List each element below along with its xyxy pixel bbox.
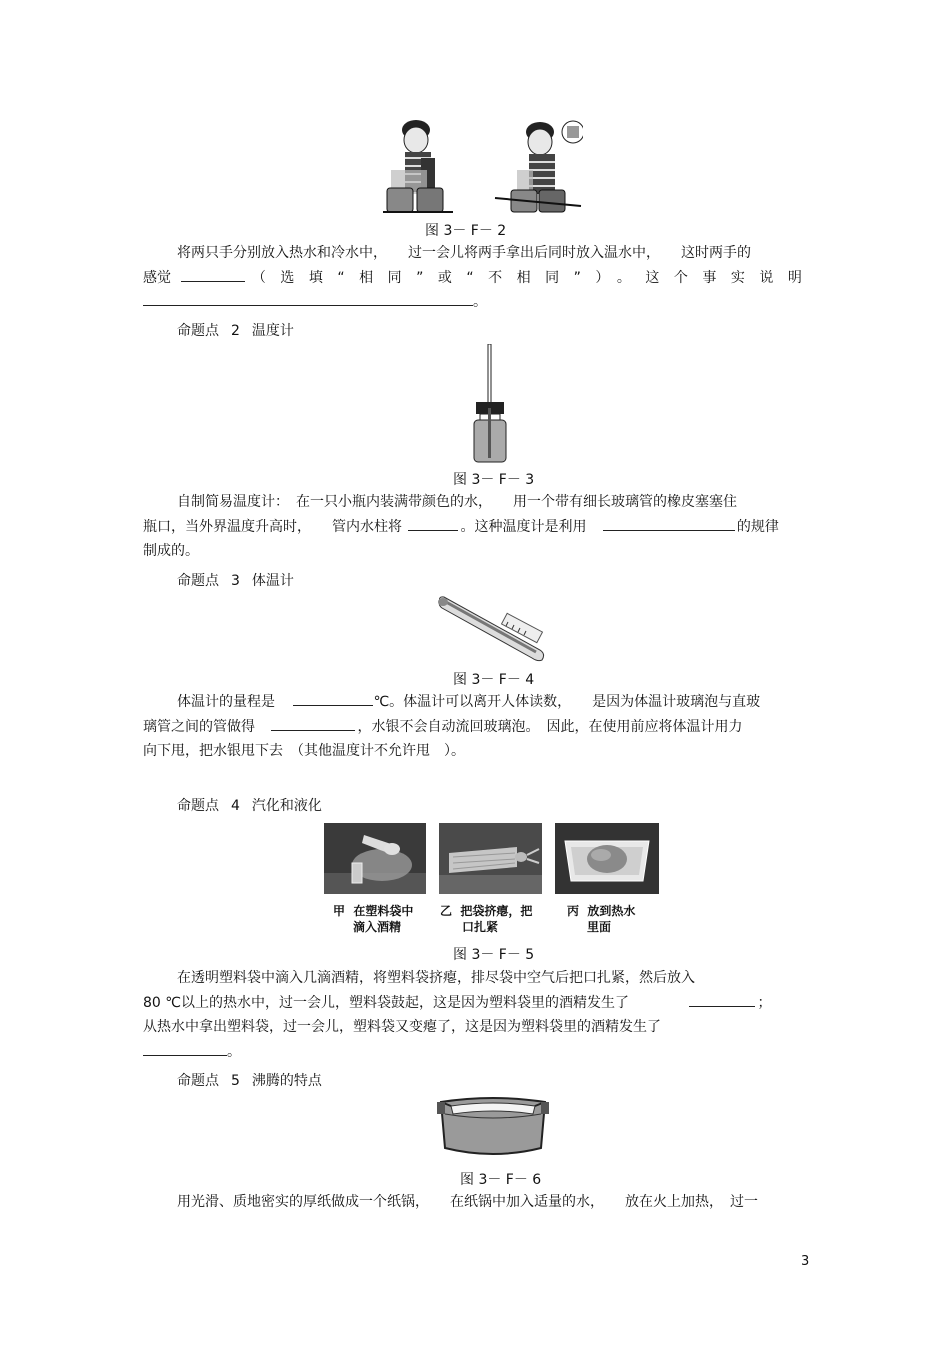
photo-text: 放到热水 [587, 904, 636, 918]
section-heading-5 [177, 1070, 322, 1090]
heading-label: 命题点 [177, 323, 219, 339]
text-fragment: （选填“相同”或“不相同”）。这个事实说明 [251, 269, 817, 286]
page-number: 3 [801, 1254, 810, 1269]
text-fragment: 。 [473, 294, 487, 310]
text-line: 在透明塑料袋中滴入几滴酒精，将塑料袋挤瘪，排尽袋中空气后把口扎紧，然后放入 [177, 970, 695, 986]
figure-3-f-2-hands-in-water [383, 118, 583, 218]
photo-text: 口扎紧 [462, 920, 499, 934]
photo-caption-yi [440, 903, 532, 935]
photo-text: 滴入酒精 [353, 920, 402, 934]
heading-number: 5 [231, 1073, 240, 1089]
figure-caption-3-f-5: 图 3－ F－ 5 [453, 947, 535, 963]
text-line: 从热水中拿出塑料袋，过一会儿，塑料袋又变瘪了，这是因为塑料袋里的酒精发生了 [143, 1019, 661, 1035]
text-fragment: 体温计的量程是 [177, 694, 275, 710]
photo-label: 乙 [440, 904, 453, 918]
text-line [143, 290, 805, 315]
text-line: 用光滑、质地密实的厚纸做成一个纸锅， 在纸锅中加入适量的水， 放在火上加热， 过一 [177, 1194, 758, 1210]
text-fragment: 璃管之间的管做得 [143, 718, 255, 735]
heading-title: 温度计 [251, 323, 294, 339]
figure-caption-3-f-2: 图 3－ F－ 2 [425, 223, 507, 239]
text-line [143, 266, 817, 291]
photo-bing-hot-water [555, 823, 659, 894]
text-line [143, 515, 805, 540]
figure-3-f-4-clinical-thermometer [436, 592, 548, 664]
text-fragment: ℃。体温计可以离开人体读数， 是因为体温计玻璃泡与直玻 [373, 694, 761, 710]
text-fragment: 。 [227, 1043, 241, 1060]
answer-blank [271, 716, 355, 731]
text-line [143, 991, 805, 1016]
section-heading-4 [177, 795, 322, 815]
answer-blank [408, 516, 458, 531]
heading-title: 体温计 [251, 573, 294, 589]
photo-jia-drop-alcohol [324, 823, 426, 894]
photo-label: 甲 [333, 904, 346, 918]
heading-title: 沸腾的特点 [251, 1073, 322, 1089]
answer-blank [603, 516, 735, 531]
heading-label: 命题点 [177, 1073, 219, 1089]
text-fragment: 。这种温度计是利用 [460, 518, 587, 535]
paragraph-bottle-thermometer [143, 490, 805, 564]
boy-right [495, 121, 583, 212]
figure-3-f-3-bottle-thermometer [466, 344, 516, 466]
section-heading-2 [177, 320, 294, 340]
boy-left [383, 120, 453, 212]
text-fragment: 感觉 [143, 269, 171, 286]
answer-blank [143, 291, 473, 306]
photo-caption-jia [333, 903, 413, 935]
text-line [143, 1040, 805, 1065]
text-line [143, 690, 805, 715]
text-fragment: 瓶口，当外界温度升高时， 管内水柱将 [143, 518, 402, 535]
text-line [143, 715, 805, 740]
section-heading-3 [177, 570, 294, 590]
heading-number: 4 [231, 798, 240, 814]
photo-text: 里面 [587, 920, 612, 934]
text-fragment: 的规律 [736, 518, 779, 535]
paragraph-clinical-thermometer [143, 690, 805, 764]
photo-text: 把袋挤瘪，把 [460, 904, 533, 918]
heading-label: 命题点 [177, 798, 219, 814]
heading-number: 3 [231, 573, 240, 589]
paragraph-vaporization [143, 966, 805, 1064]
text-line: 制成的。 [143, 543, 199, 559]
photo-label: 丙 [567, 904, 580, 918]
paragraph-paper-pot [143, 1190, 805, 1215]
answer-blank [689, 992, 755, 1007]
paragraph-hand-feeling [143, 241, 817, 315]
text-line: 向下甩，把水银甩下去 （其他温度计不允许甩 ）。 [143, 743, 465, 759]
photo-text: 在塑料袋中 [353, 904, 414, 918]
text-fragment: ； [757, 994, 772, 1011]
figure-caption-3-f-6: 图 3－ F－ 6 [460, 1172, 542, 1188]
photo-yi-squeeze-bag [439, 823, 542, 894]
photo-caption-bing [567, 903, 635, 935]
figure-caption-3-f-4: 图 3－ F－ 4 [453, 672, 535, 688]
text-line: 将两只手分别放入热水和冷水中， 过一会儿将两手拿出后同时放入温水中， 这时两手的 [177, 245, 751, 261]
figure-caption-3-f-3: 图 3－ F－ 3 [453, 472, 535, 488]
heading-number: 2 [231, 323, 240, 339]
heading-label: 命题点 [177, 573, 219, 589]
answer-blank [143, 1041, 227, 1056]
answer-blank [181, 267, 245, 282]
text-fragment: 80 ℃以上的热水中，过一会儿，塑料袋鼓起，这是因为塑料袋里的酒精发生了 [143, 994, 629, 1011]
figure-3-f-6-paper-pot [437, 1094, 549, 1162]
text-fragment: ，水银不会自动流回玻璃泡。 因此，在使用前应将体温计用力 [357, 718, 743, 735]
answer-blank [293, 691, 373, 706]
text-line: 自制简易温度计： 在一只小瓶内装满带颜色的水， 用一个带有细长玻璃管的橡皮塞塞住 [177, 494, 737, 510]
heading-title: 汽化和液化 [251, 798, 322, 814]
